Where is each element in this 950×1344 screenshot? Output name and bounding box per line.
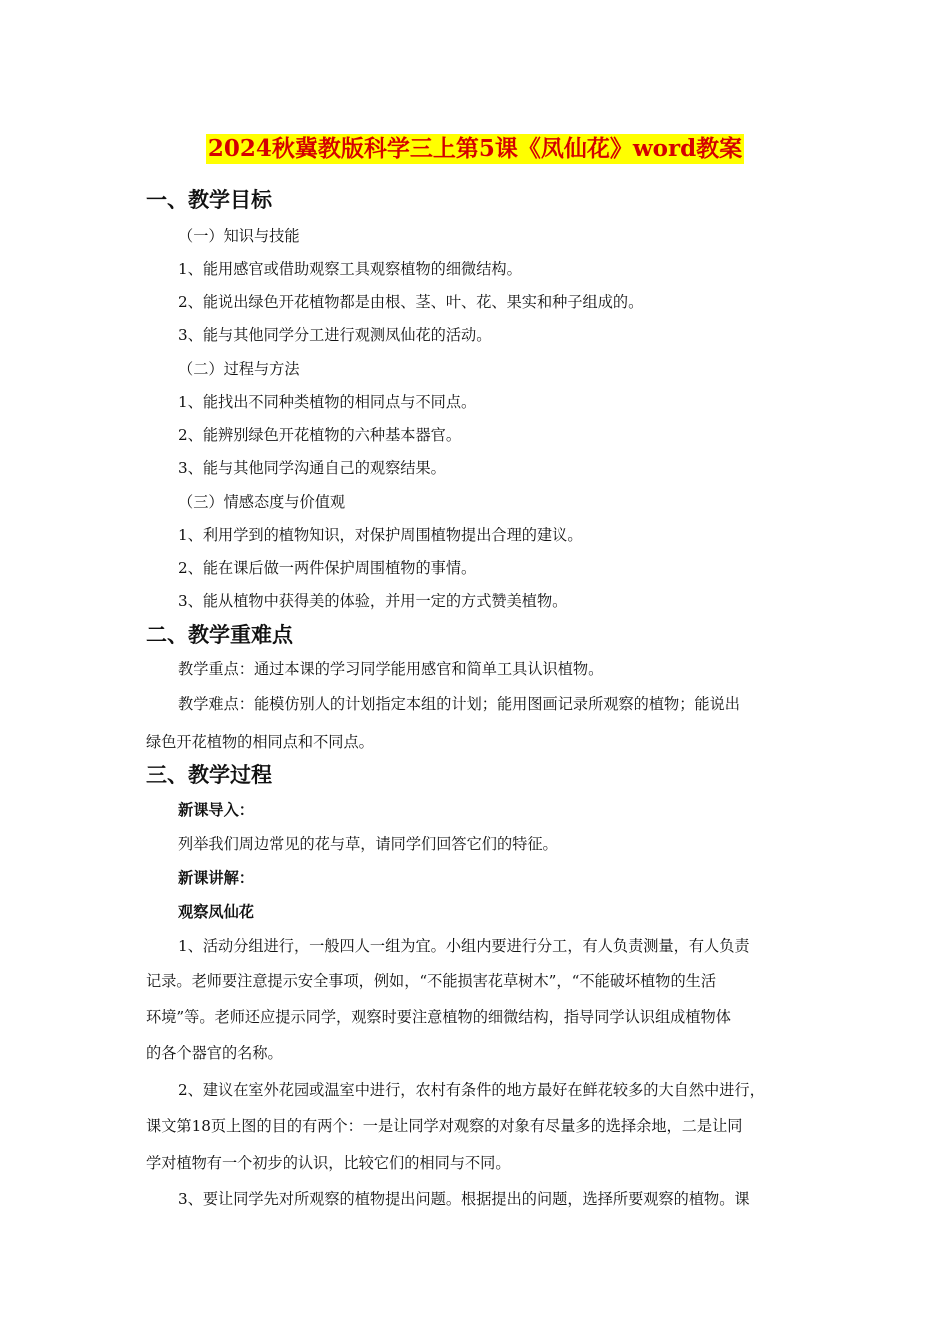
key-point: 教学重点：通过本课的学习同学能用感官和简单工具认识植物。 [178, 660, 604, 678]
subheading-knowledge: （一）知识与技能 [178, 227, 300, 245]
lecture-label: 新课讲解： [178, 869, 254, 887]
paragraph-line: 记录。老师要注意提示安全事项，例如，“不能损害花草树木”，“不能破坏植物的生活 [146, 972, 717, 990]
title-wrap [0, 134, 950, 164]
paragraph-line: 环境”等。老师还应提示同学，观察时要注意植物的细微结构，指导同学认识组成植物体 [146, 1008, 731, 1026]
paragraph-line: 课文第18页上图的目的有两个：一是让同学对观察的对象有尽量多的选择余地，二是让同 [146, 1117, 743, 1135]
paragraph-line: 的各个器官的名称。 [146, 1044, 283, 1062]
goal-item: 3、能与其他同学沟通自己的观察结果。 [178, 459, 446, 477]
paragraph-line: 1、活动分组进行，一般四人一组为宜。小组内要进行分工，有人负责测量，有人负责 [178, 937, 750, 955]
goal-item: 3、能从植物中获得美的体验，并用一定的方式赞美植物。 [178, 592, 568, 610]
goal-item: 1、能用感官或借助观察工具观察植物的细微结构。 [178, 260, 522, 278]
goal-item: 1、利用学到的植物知识，对保护周围植物提出合理的建议。 [178, 526, 583, 544]
intro-label: 新课导入： [178, 801, 254, 819]
section-1-heading: 一、教学目标 [146, 187, 272, 212]
subheading-process: （二）过程与方法 [178, 360, 300, 378]
paragraph-line: 3、要让同学先对所观察的植物提出问题。根据提出的问题，选择所要观察的植物。课 [178, 1190, 750, 1208]
goal-item: 2、能辨别绿色开花植物的六种基本器官。 [178, 426, 462, 444]
goal-item: 1、能找出不同种类植物的相同点与不同点。 [178, 393, 477, 411]
document-title: 2024秋冀教版科学三上第5课《凤仙花》word教案 [207, 135, 743, 162]
paragraph-line: 学对植物有一个初步的认识，比较它们的相同与不同。 [146, 1154, 511, 1172]
goal-item: 2、能在课后做一两件保护周围植物的事情。 [178, 559, 477, 577]
difficult-point-cont: 绿色开花植物的相同点和不同点。 [146, 733, 374, 751]
intro-text: 列举我们周边常见的花与草，请同学们回答它们的特征。 [178, 835, 558, 853]
observe-label: 观察凤仙花 [178, 903, 254, 921]
goal-item: 3、能与其他同学分工进行观测凤仙花的活动。 [178, 326, 492, 344]
difficult-point: 教学难点：能模仿别人的计划指定本组的计划；能用图画记录所观察的植物；能说出 [178, 695, 740, 713]
subheading-attitude: （三）情感态度与价值观 [178, 493, 346, 511]
goal-item: 2、能说出绿色开花植物都是由根、茎、叶、花、果实和种子组成的。 [178, 293, 644, 311]
section-2-heading: 二、教学重难点 [146, 622, 293, 647]
section-3-heading: 三、教学过程 [146, 762, 272, 787]
paragraph-line: 2、建议在室外花园或温室中进行，农村有条件的地方最好在鲜花较多的大自然中进行， [178, 1081, 765, 1099]
